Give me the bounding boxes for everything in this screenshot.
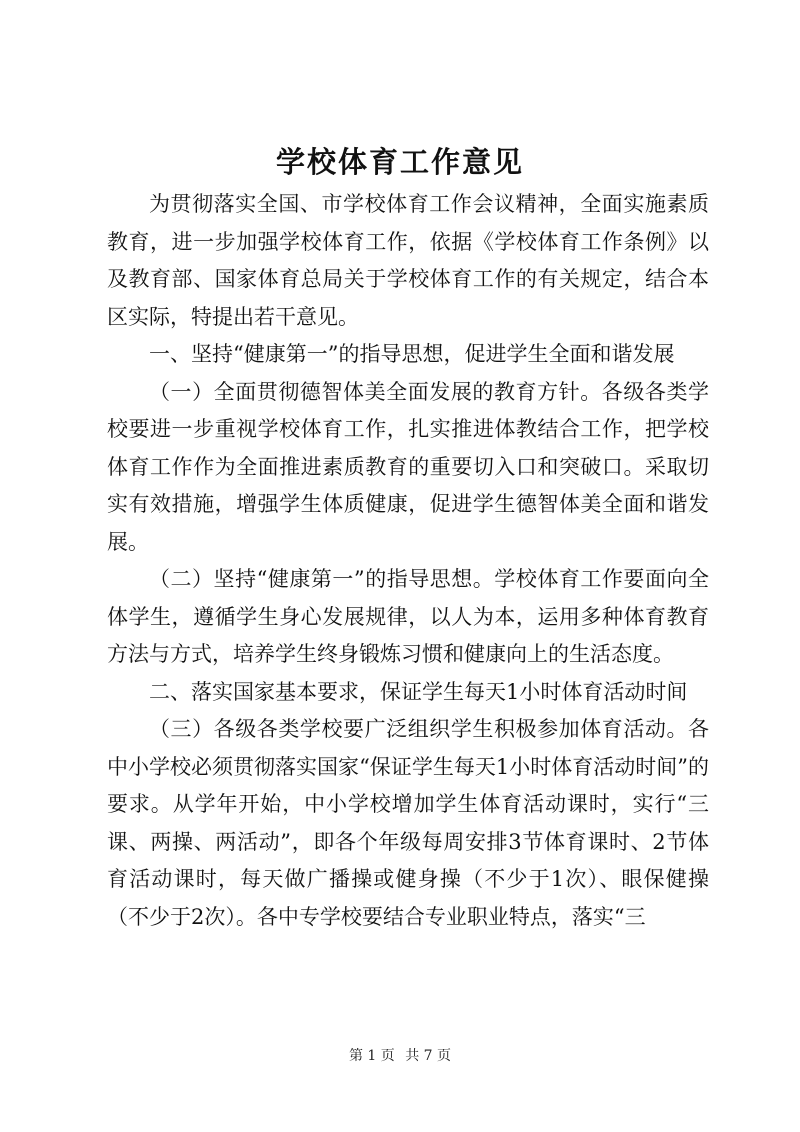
paragraph-item-1: （一）全面贯彻德智体美全面发展的教育方针。各级各类学校要进一步重视学校体育工作，扎实推进体教结合工作，把学校体育工作作为全面推进素质教育的重要切入口和突破口。采取切实有效措施，增强学生体质健康，促进学生德智体美全面和谐发展。 (107, 379, 709, 554)
section-heading-2: 二、落实国家基本要求，保证学生每天1小时体育活动时间 (149, 679, 688, 704)
page-number: 第 1 页 (348, 1048, 395, 1064)
page-footer (0, 1046, 800, 1066)
section-heading-1: 一、坚持“健康第一”的指导思想，促进学生全面和谐发展 (149, 342, 675, 366)
document-title: 学校体育工作意见 (275, 145, 524, 179)
paragraph-item-3: （三）各级各类学校要广泛组织学生积极参加体育活动。各中小学校必须贯彻落实国家“保证学生每天1小时体育活动时间”的要求。从学年开始，中小学校增加学生体育活动课时，实行“三课、两操、两活动”，即各个年级每周安排3节体育课时、2节体育活动课时，每天做广播操或健身操（不少于1次）、眼保健操（不少于2次）。各中专学校要结合专业职业特点，落实“三 (107, 717, 709, 929)
intro-paragraph: 为贯彻落实全国、市学校体育工作会议精神，全面实施素质教育，进一步加强学校体育工作，依据《学校体育工作条例》以及教育部、国家体育总局关于学校体育工作的有关规定，结合本区实际，特提出若干意见。 (107, 192, 709, 329)
paragraph-item-2: （二）坚持“健康第一”的指导思想。学校体育工作要面向全体学生，遵循学生身心发展规律，以人为本，运用多种体育教育方法与方式，培养学生终身锻炼习惯和健康向上的生活态度。 (107, 567, 709, 666)
document-body (107, 186, 709, 936)
page-total: 共 7 页 (405, 1048, 452, 1064)
